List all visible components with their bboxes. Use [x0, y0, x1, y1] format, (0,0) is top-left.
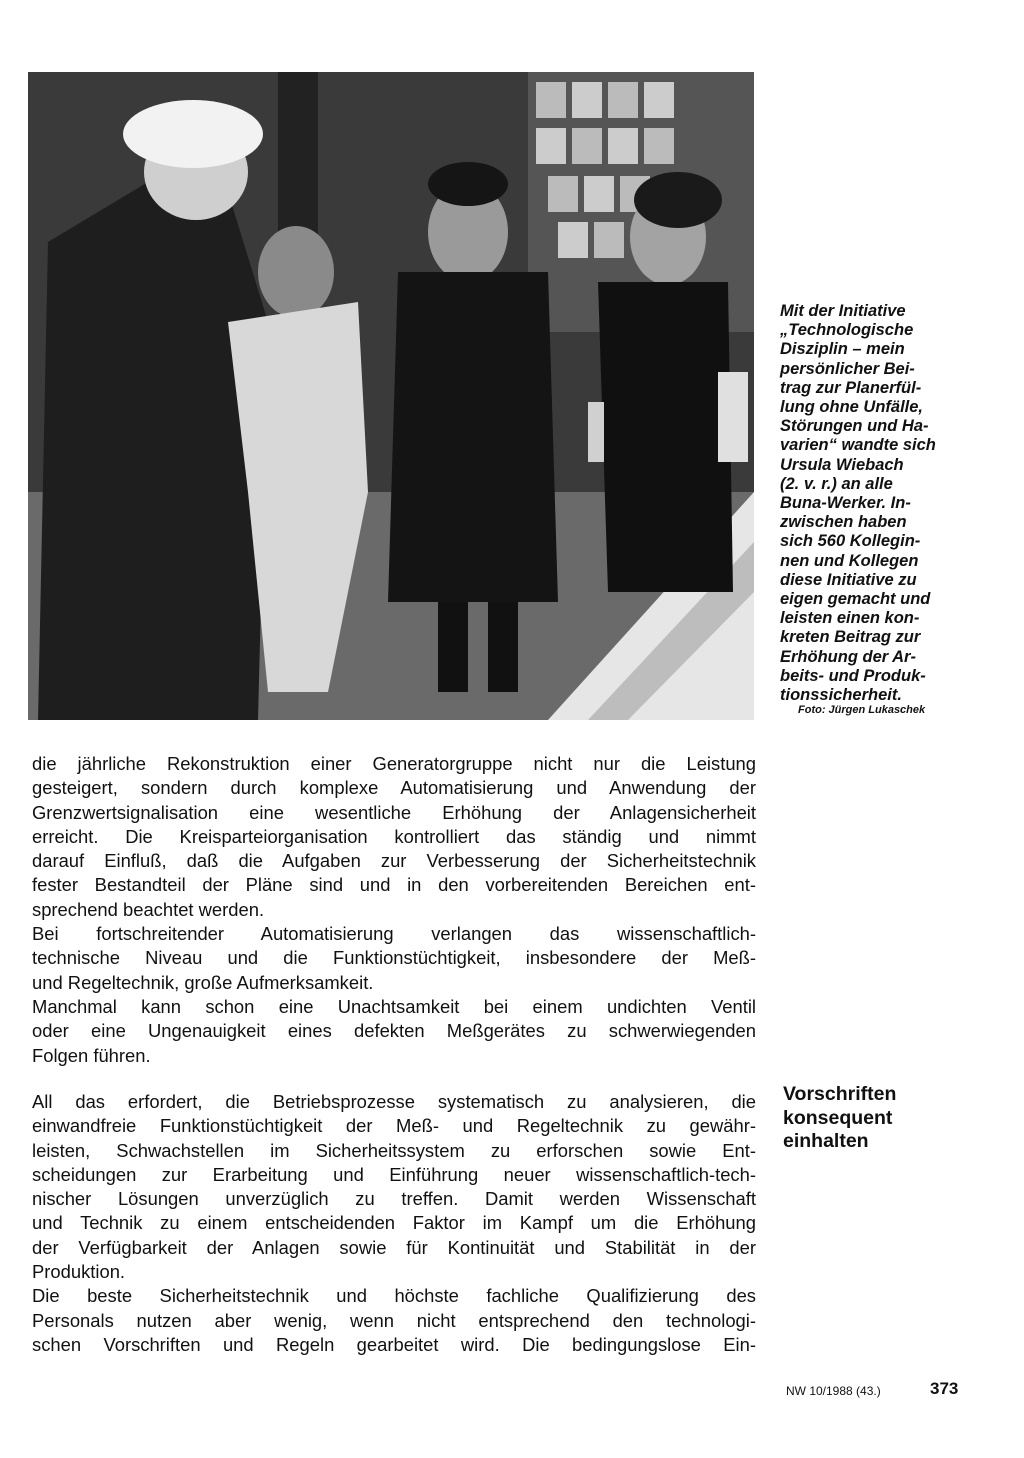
side-heading — [783, 1083, 983, 1154]
text-line: die jährliche Rekonstruktion einer Generatorgruppe nicht nur die Leistung — [32, 753, 756, 774]
side-heading-line: konsequent — [783, 1106, 893, 1129]
body-paragraph-1 — [32, 752, 756, 1068]
text-line: Manchmal kann schon eine Unachtsamkeit bei einem undichten Ventil — [32, 995, 756, 1017]
issue-reference: NW 10/1988 (43.) — [786, 1384, 881, 1398]
caption-line: kreten Beitrag zur — [780, 628, 921, 647]
caption-line: Erhöhung der Ar- — [780, 647, 916, 666]
side-heading-line: Vorschriften — [783, 1083, 897, 1105]
text-line: fester Bestandteil der Pläne sind und in den vorbereitenden Bereichen ent- — [32, 874, 756, 896]
caption-line: Störungen und Ha- — [780, 417, 929, 436]
caption-line: Ursula Wiebach — [780, 455, 904, 474]
caption-line: „Technologische — [780, 321, 914, 340]
caption-line: persönlicher Bei- — [780, 359, 915, 378]
page-number: 373 — [930, 1379, 959, 1398]
text-line: erreicht. Die Kreisparteiorganisation kontrolliert das ständig und nimmt — [32, 825, 756, 847]
text-line: Die beste Sicherheitstechnik und höchste fachliche Qualifizierung des — [32, 1285, 756, 1307]
caption-line: zwischen haben — [780, 513, 907, 532]
text-line: leisten, Schwachstellen im Sicherheitssystem zu erforschen sowie Ent- — [32, 1139, 756, 1161]
body-paragraph-2 — [32, 1090, 756, 1357]
caption-line: diese Initiative zu — [780, 570, 917, 589]
caption-line: varien“ wandte sich — [780, 436, 936, 455]
photo-illustration — [28, 72, 754, 720]
caption-line: sich 560 Kollegin- — [780, 532, 921, 551]
text-line: nischer Lösungen unverzüglich zu treffen. Damit werden Wissenschaft — [32, 1188, 756, 1210]
text-line: scheidungen zur Erarbeitung und Einführung neuer wissenschaftlich-tech- — [32, 1163, 756, 1185]
text-line: sprechend beachtet werden. — [32, 898, 265, 920]
text-line: Produktion. — [32, 1261, 126, 1283]
text-line: oder eine Ungenauigkeit eines defekten Meßgerätes zu schwerwiegenden — [32, 1020, 756, 1042]
photo-of-workers — [28, 72, 754, 720]
side-heading-line: einhalten — [783, 1130, 869, 1152]
photo-caption — [780, 302, 980, 705]
caption-line: eigen gemacht und — [780, 590, 931, 609]
photo-credit: Foto: Jürgen Lukaschek — [798, 704, 926, 716]
text-line: und Technik zu einem entscheidenden Faktor im Kampf um die Erhöhung — [32, 1212, 756, 1234]
text-line: darauf Einfluß, daß die Aufgaben zur Verbesserung der Sicherheitstechnik — [32, 850, 756, 872]
text-line: technische Niveau und die Funktionstüchtigkeit, insbesondere der Meß- — [32, 947, 756, 969]
text-line: einwandfreie Funktionstüchtigkeit der Meß- und Regeltechnik zu gewähr- — [32, 1115, 756, 1137]
text-line: Grenzwertsignalisation eine wesentliche Erhöhung der Anlagensicherheit — [32, 801, 756, 823]
caption-line: nen und Kollegen — [780, 551, 919, 570]
caption-line: Buna-Werker. In- — [780, 494, 911, 513]
text-line: Bei fortschreitender Automatisierung verlangen das wissenschaftlich- — [32, 923, 756, 945]
text-line: und Regeltechnik, große Aufmerksamkeit. — [32, 971, 374, 993]
caption-line: trag zur Planerfül- — [780, 378, 922, 397]
caption-line: (2. v. r.) an alle — [780, 474, 893, 493]
text-line: der Verfügbarkeit der Anlagen sowie für Kontinuität und Stabilität in der — [32, 1236, 756, 1258]
caption-line: beits- und Produk- — [780, 666, 926, 685]
caption-line: Mit der Initiative — [780, 302, 906, 320]
text-line: schen Vorschriften und Regeln gearbeitet wird. Die bedingungslose Ein- — [32, 1333, 756, 1355]
caption-line: leisten einen kon- — [780, 609, 920, 628]
text-line: All das erfordert, die Betriebsprozesse systematisch zu analysieren, die — [32, 1091, 756, 1112]
caption-line: lung ohne Unfälle, — [780, 398, 923, 417]
text-line: Folgen führen. — [32, 1044, 151, 1066]
caption-line: Disziplin – mein — [780, 340, 905, 359]
text-line: gesteigert, sondern durch komplexe Automatisierung und Anwendung der — [32, 777, 756, 799]
text-line: Personals nutzen aber wenig, wenn nicht entsprechend den technologi- — [32, 1309, 756, 1331]
caption-line: tionssicherheit. — [780, 686, 902, 705]
